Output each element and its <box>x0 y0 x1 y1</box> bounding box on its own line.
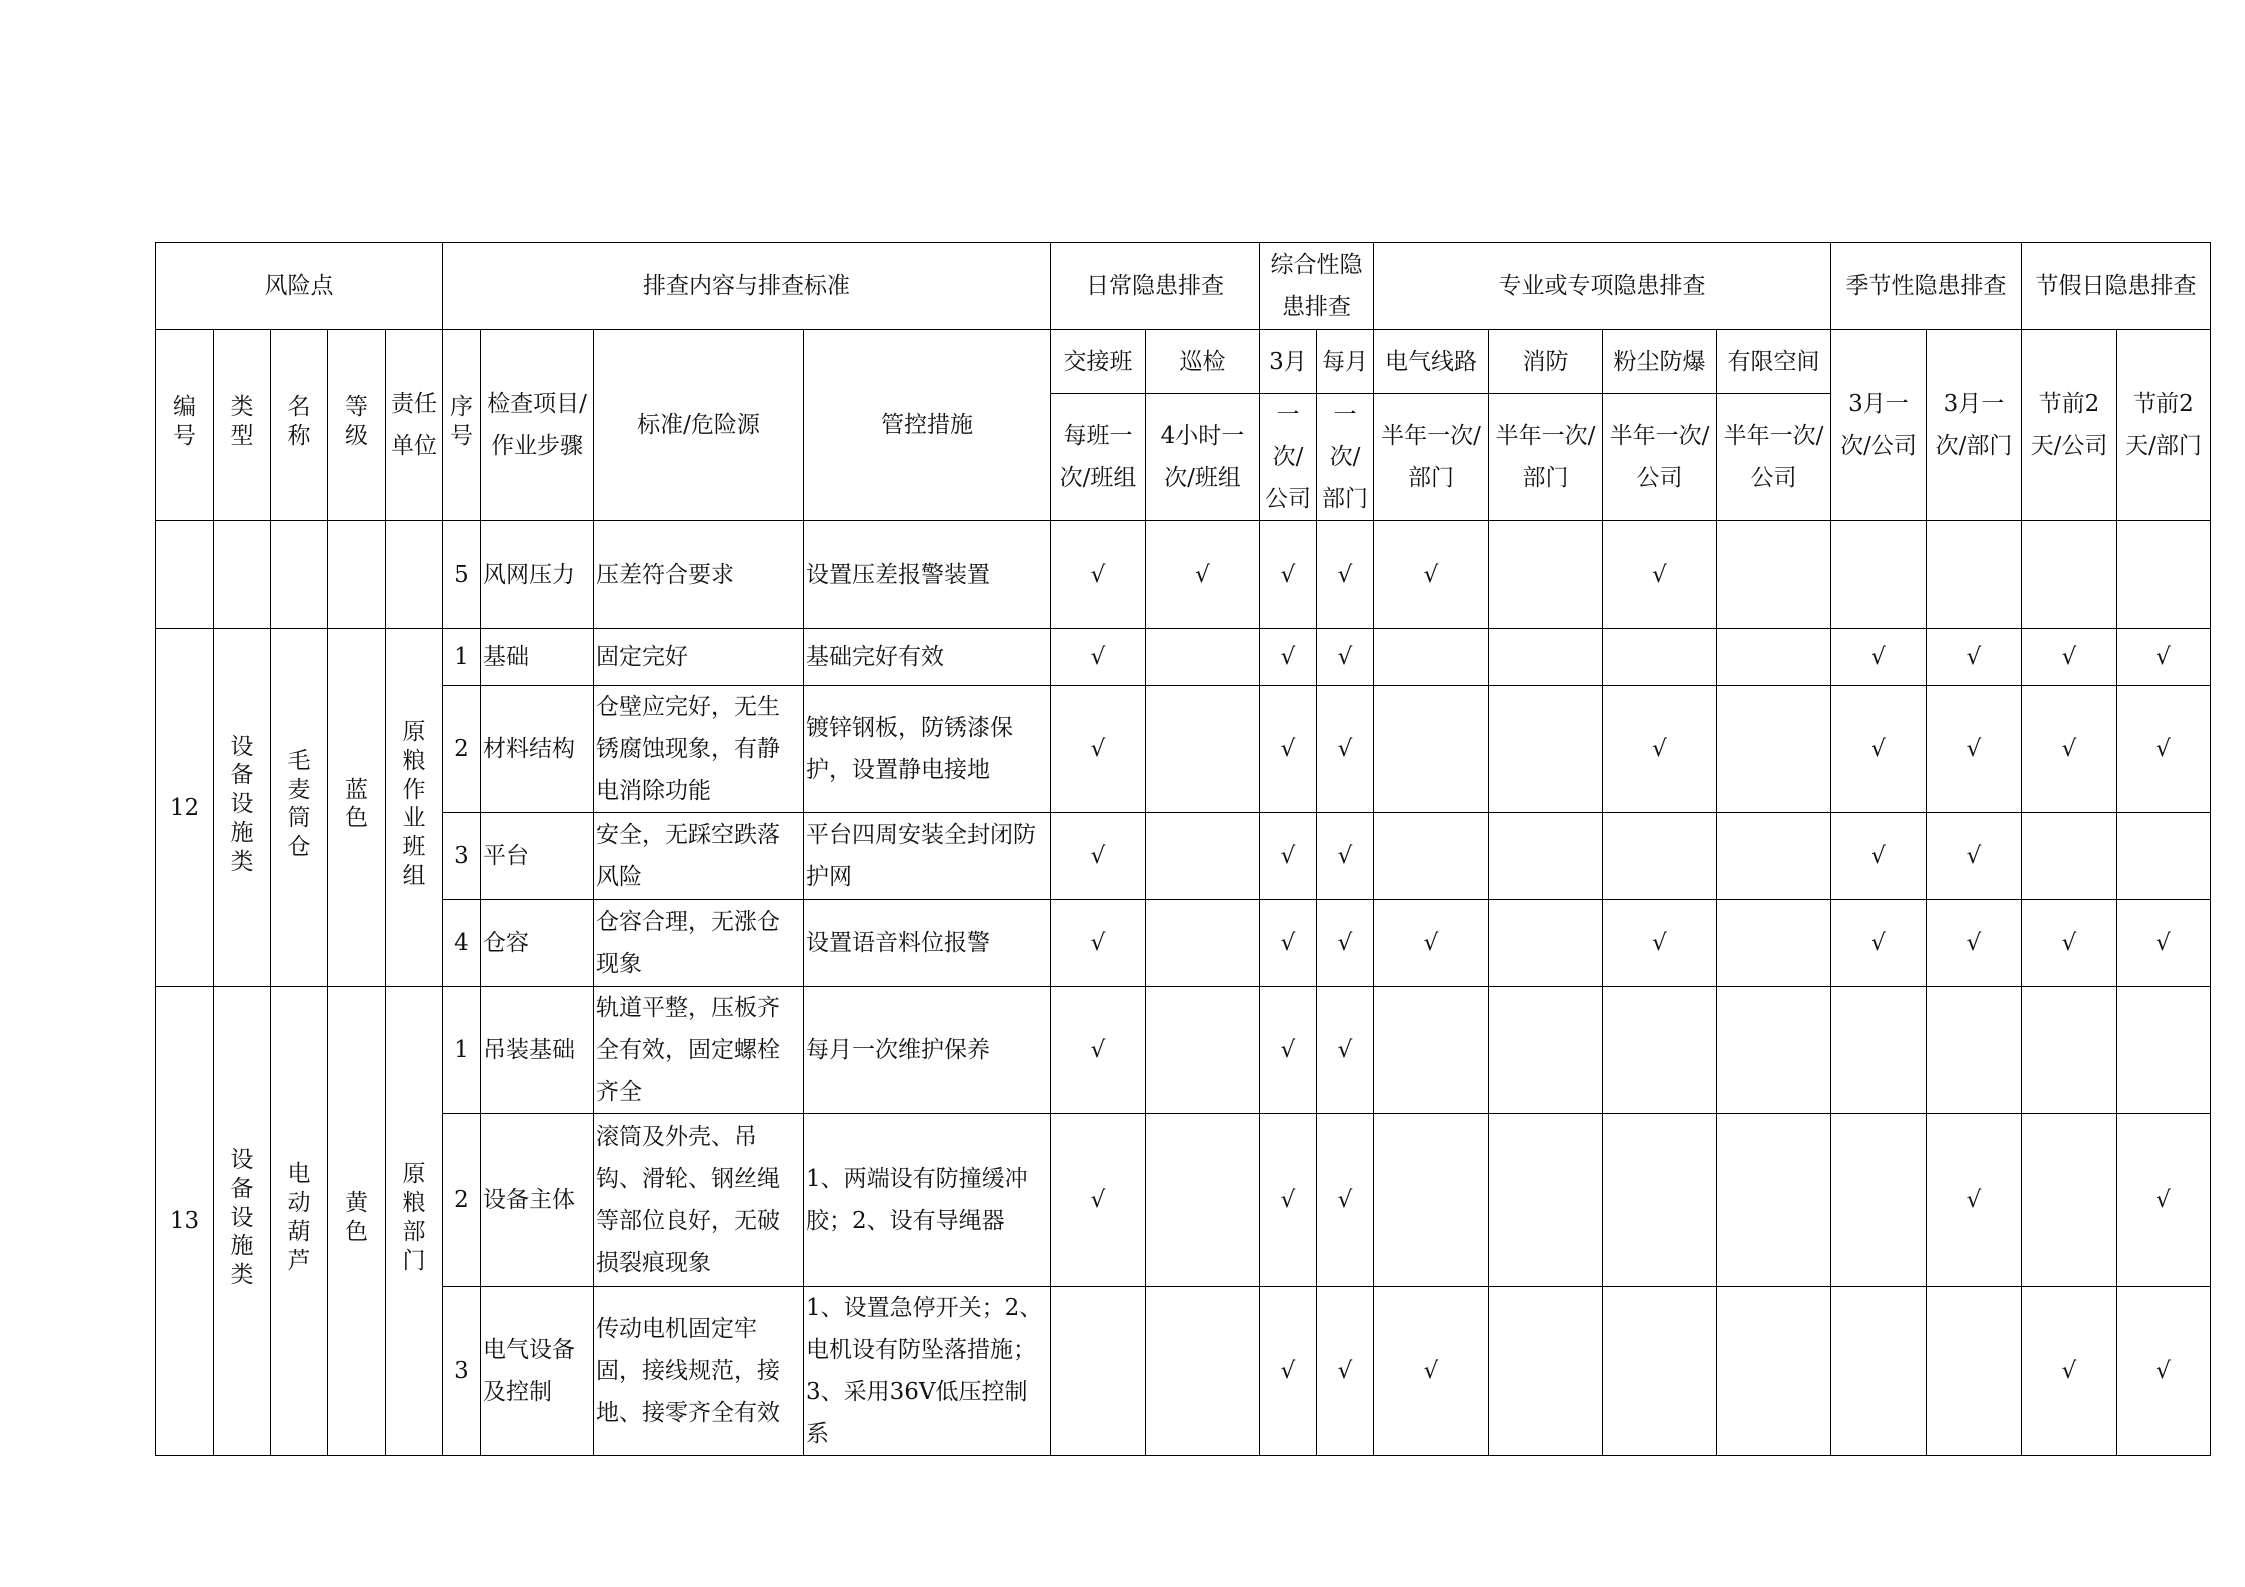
header-special: 专业或专项隐患排查 <box>1374 243 1831 330</box>
check-cell <box>2022 813 2117 900</box>
check-cell: √ <box>2022 1287 2117 1456</box>
check-cell <box>1489 686 1603 813</box>
check-cell: √ <box>1603 686 1717 813</box>
header-patrol: 巡检 <box>1146 330 1260 394</box>
table-row <box>156 987 2211 1114</box>
header-season2: 3月一次/部门 <box>1927 330 2022 521</box>
cell-measure: 平台四周安装全封闭防护网 <box>804 813 1051 900</box>
check-cell: √ <box>1051 629 1146 686</box>
cell-standard: 轨道平整，压板齐全有效，固定螺栓齐全 <box>594 987 804 1114</box>
header-handover-freq: 每班一次/班组 <box>1051 394 1146 521</box>
check-cell: √ <box>1927 900 2022 987</box>
header-comprehensive: 综合性隐患排查 <box>1260 243 1374 330</box>
check-cell: √ <box>1260 987 1317 1114</box>
check-cell <box>1927 1287 2022 1456</box>
cell-standard: 压差符合要求 <box>594 521 804 629</box>
header-comp2-top: 每月 <box>1317 330 1374 394</box>
header-season1: 3月一次/公司 <box>1831 330 1927 521</box>
check-cell: √ <box>1927 686 2022 813</box>
header-seasonal: 季节性隐患排查 <box>1831 243 2022 330</box>
header-elec: 电气线路 <box>1374 330 1489 394</box>
check-cell: √ <box>1374 1287 1489 1456</box>
check-cell: √ <box>2117 1114 2211 1287</box>
check-cell <box>1051 1287 1146 1456</box>
check-cell <box>1489 521 1603 629</box>
check-cell <box>1146 1287 1260 1456</box>
cell-name <box>271 521 328 629</box>
cell-type-text: 设备设施类 <box>230 733 254 875</box>
cell-no: 12 <box>156 629 214 987</box>
check-cell: √ <box>2022 629 2117 686</box>
cell-seq: 1 <box>443 629 481 686</box>
table-row <box>156 686 2211 813</box>
check-cell: √ <box>1260 686 1317 813</box>
header-dust-freq: 半年一次/公司 <box>1603 394 1717 521</box>
cell-measure: 镀锌钢板，防锈漆保护，设置静电接地 <box>804 686 1051 813</box>
cell-seq: 2 <box>443 686 481 813</box>
cell-name-text: 电动葫芦 <box>287 1161 311 1274</box>
check-cell: √ <box>1051 521 1146 629</box>
check-cell <box>1489 813 1603 900</box>
check-cell <box>1717 1114 1831 1287</box>
check-cell: √ <box>1260 1287 1317 1456</box>
header-row-1 <box>156 243 2211 330</box>
check-cell: √ <box>1603 900 1717 987</box>
header-daily: 日常隐患排查 <box>1051 243 1260 330</box>
cell-standard: 仓壁应完好，无生锈腐蚀现象，有静电消除功能 <box>594 686 804 813</box>
check-cell: √ <box>1317 686 1374 813</box>
cell-measure: 1、设置急停开关；2、电机设有防坠落措施；3、采用36V低压控制系 <box>804 1287 1051 1456</box>
header-risk-point: 风险点 <box>156 243 443 330</box>
cell-standard: 传动电机固定牢固，接线规范，接地、接零齐全有效 <box>594 1287 804 1456</box>
check-cell: √ <box>1317 987 1374 1114</box>
check-cell: √ <box>1260 629 1317 686</box>
check-cell <box>1717 900 1831 987</box>
header-holiday: 节假日隐患排查 <box>2022 243 2211 330</box>
check-cell: √ <box>1831 813 1927 900</box>
check-cell <box>1489 1287 1603 1456</box>
check-cell: √ <box>1374 521 1489 629</box>
check-cell <box>1374 987 1489 1114</box>
cell-item: 设备主体 <box>481 1114 594 1287</box>
cell-measure: 基础完好有效 <box>804 629 1051 686</box>
cell-seq: 1 <box>443 987 481 1114</box>
check-cell: √ <box>1317 1114 1374 1287</box>
cell-grade <box>328 629 386 987</box>
check-cell <box>1374 813 1489 900</box>
check-cell <box>1717 813 1831 900</box>
check-cell <box>1831 521 1927 629</box>
check-cell <box>1489 987 1603 1114</box>
table-row <box>156 900 2211 987</box>
header-standard: 标准/危险源 <box>594 330 804 521</box>
check-cell: √ <box>1260 1114 1317 1287</box>
header-type-text: 类型 <box>230 394 254 449</box>
cell-standard: 固定完好 <box>594 629 804 686</box>
check-cell: √ <box>1051 900 1146 987</box>
header-check-content: 排查内容与排查标准 <box>443 243 1051 330</box>
check-cell <box>1927 987 2022 1114</box>
header-type <box>214 330 271 521</box>
check-cell <box>1489 1114 1603 1287</box>
header-fire-freq: 半年一次/部门 <box>1489 394 1603 521</box>
header-item: 检查项目/作业步骤 <box>481 330 594 521</box>
check-cell <box>1146 813 1260 900</box>
header-grade-text: 等级 <box>345 394 368 449</box>
cell-no: 13 <box>156 987 214 1456</box>
header-name <box>271 330 328 521</box>
table-row <box>156 629 2211 686</box>
check-cell: √ <box>1317 813 1374 900</box>
cell-unit <box>386 521 443 629</box>
check-cell <box>1374 686 1489 813</box>
cell-seq: 2 <box>443 1114 481 1287</box>
check-cell <box>1603 629 1717 686</box>
check-cell <box>1717 987 1831 1114</box>
check-cell <box>1374 629 1489 686</box>
header-handover: 交接班 <box>1051 330 1146 394</box>
header-holiday2: 节前2天/部门 <box>2117 330 2211 521</box>
table-row <box>156 521 2211 629</box>
check-cell <box>1603 1287 1717 1456</box>
check-cell <box>2117 813 2211 900</box>
cell-standard: 滚筒及外壳、吊钩、滑轮、钢丝绳等部位良好，无破损裂痕现象 <box>594 1114 804 1287</box>
cell-seq: 3 <box>443 1287 481 1456</box>
header-row-2 <box>156 330 2211 394</box>
table-row <box>156 813 2211 900</box>
cell-standard: 仓容合理，无涨仓现象 <box>594 900 804 987</box>
cell-item: 吊装基础 <box>481 987 594 1114</box>
header-no <box>156 330 214 521</box>
cell-item: 风网压力 <box>481 521 594 629</box>
check-cell: √ <box>2117 1287 2211 1456</box>
check-cell: √ <box>1051 813 1146 900</box>
check-cell <box>1831 1114 1927 1287</box>
cell-grade <box>328 521 386 629</box>
check-cell <box>2117 987 2211 1114</box>
header-unit: 责任单位 <box>386 330 443 521</box>
cell-grade <box>328 987 386 1456</box>
check-cell <box>2022 1114 2117 1287</box>
check-cell <box>2117 521 2211 629</box>
cell-seq: 4 <box>443 900 481 987</box>
cell-item: 平台 <box>481 813 594 900</box>
check-cell <box>1831 1287 1927 1456</box>
header-name-text: 名称 <box>287 394 311 449</box>
check-cell <box>1603 813 1717 900</box>
cell-unit <box>386 987 443 1456</box>
check-cell <box>1717 521 1831 629</box>
header-comp1-bot: 一次/公司 <box>1260 394 1317 521</box>
check-cell: √ <box>2022 900 2117 987</box>
cell-type-text: 设备设施类 <box>230 1147 254 1288</box>
check-cell: √ <box>1831 900 1927 987</box>
check-cell: √ <box>1831 629 1927 686</box>
header-dust: 粉尘防爆 <box>1603 330 1717 394</box>
header-patrol-freq: 4小时一次/班组 <box>1146 394 1260 521</box>
check-cell <box>1717 629 1831 686</box>
cell-item: 电气设备及控制 <box>481 1287 594 1456</box>
cell-seq: 3 <box>443 813 481 900</box>
header-seq <box>443 330 481 521</box>
check-cell <box>1831 987 1927 1114</box>
check-cell <box>1603 1114 1717 1287</box>
check-cell: √ <box>1831 686 1927 813</box>
cell-standard: 安全，无踩空跌落风险 <box>594 813 804 900</box>
check-cell: √ <box>2022 686 2117 813</box>
check-cell: √ <box>1927 1114 2022 1287</box>
cell-unit <box>386 629 443 987</box>
cell-item: 基础 <box>481 629 594 686</box>
header-elec-freq: 半年一次/部门 <box>1374 394 1489 521</box>
header-fire: 消防 <box>1489 330 1603 394</box>
check-cell <box>2022 987 2117 1114</box>
check-cell: √ <box>1927 629 2022 686</box>
check-cell <box>1146 987 1260 1114</box>
check-cell <box>1927 521 2022 629</box>
check-cell: √ <box>1374 900 1489 987</box>
cell-measure: 设置语音料位报警 <box>804 900 1051 987</box>
check-cell <box>1146 1114 1260 1287</box>
cell-unit-text: 原粮部门 <box>402 1161 426 1274</box>
check-cell: √ <box>2117 686 2211 813</box>
header-grade <box>328 330 386 521</box>
check-cell: √ <box>1260 521 1317 629</box>
cell-item: 材料结构 <box>481 686 594 813</box>
check-cell <box>1489 629 1603 686</box>
check-cell: √ <box>1317 521 1374 629</box>
check-cell <box>1489 900 1603 987</box>
check-cell <box>1717 686 1831 813</box>
cell-type <box>214 987 271 1456</box>
cell-item: 仓容 <box>481 900 594 987</box>
check-cell: √ <box>1927 813 2022 900</box>
cell-measure: 每月一次维护保养 <box>804 987 1051 1114</box>
check-cell: √ <box>1317 900 1374 987</box>
check-cell <box>1603 987 1717 1114</box>
cell-grade-text: 蓝色 <box>345 776 368 832</box>
cell-type <box>214 521 271 629</box>
cell-name <box>271 987 328 1456</box>
cell-name-text: 毛麦筒仓 <box>287 747 311 861</box>
check-cell: √ <box>1051 1114 1146 1287</box>
cell-name <box>271 629 328 987</box>
header-seq-text: 序号 <box>450 394 473 449</box>
cell-unit-text: 原粮作业班组 <box>402 719 426 889</box>
check-cell: √ <box>1603 521 1717 629</box>
header-confined: 有限空间 <box>1717 330 1831 394</box>
check-cell <box>2022 521 2117 629</box>
check-cell <box>1374 1114 1489 1287</box>
cell-measure: 设置压差报警装置 <box>804 521 1051 629</box>
check-cell <box>1146 629 1260 686</box>
check-cell: √ <box>1260 900 1317 987</box>
check-cell: √ <box>1051 686 1146 813</box>
check-cell: √ <box>1317 629 1374 686</box>
header-no-text: 编号 <box>173 394 196 449</box>
check-cell: √ <box>2117 900 2211 987</box>
check-cell: √ <box>1260 813 1317 900</box>
check-cell: √ <box>2117 629 2211 686</box>
table-row <box>156 1287 2211 1456</box>
table-row <box>156 1114 2211 1287</box>
header-measure: 管控措施 <box>804 330 1051 521</box>
cell-grade-text: 黄色 <box>345 1190 368 1245</box>
check-cell: √ <box>1051 987 1146 1114</box>
header-holiday1: 节前2天/公司 <box>2022 330 2117 521</box>
check-cell: √ <box>1317 1287 1374 1456</box>
header-comp2-bot: 一次/部门 <box>1317 394 1374 521</box>
hazard-inspection-table <box>155 242 2211 1456</box>
header-confined-freq: 半年一次/公司 <box>1717 394 1831 521</box>
check-cell <box>1146 900 1260 987</box>
cell-type <box>214 629 271 987</box>
cell-seq: 5 <box>443 521 481 629</box>
cell-measure: 1、两端设有防撞缓冲胶；2、设有导绳器 <box>804 1114 1051 1287</box>
check-cell <box>1717 1287 1831 1456</box>
cell-no <box>156 521 214 629</box>
header-comp1-top: 3月 <box>1260 330 1317 394</box>
check-cell: √ <box>1146 521 1260 629</box>
check-cell <box>1146 686 1260 813</box>
